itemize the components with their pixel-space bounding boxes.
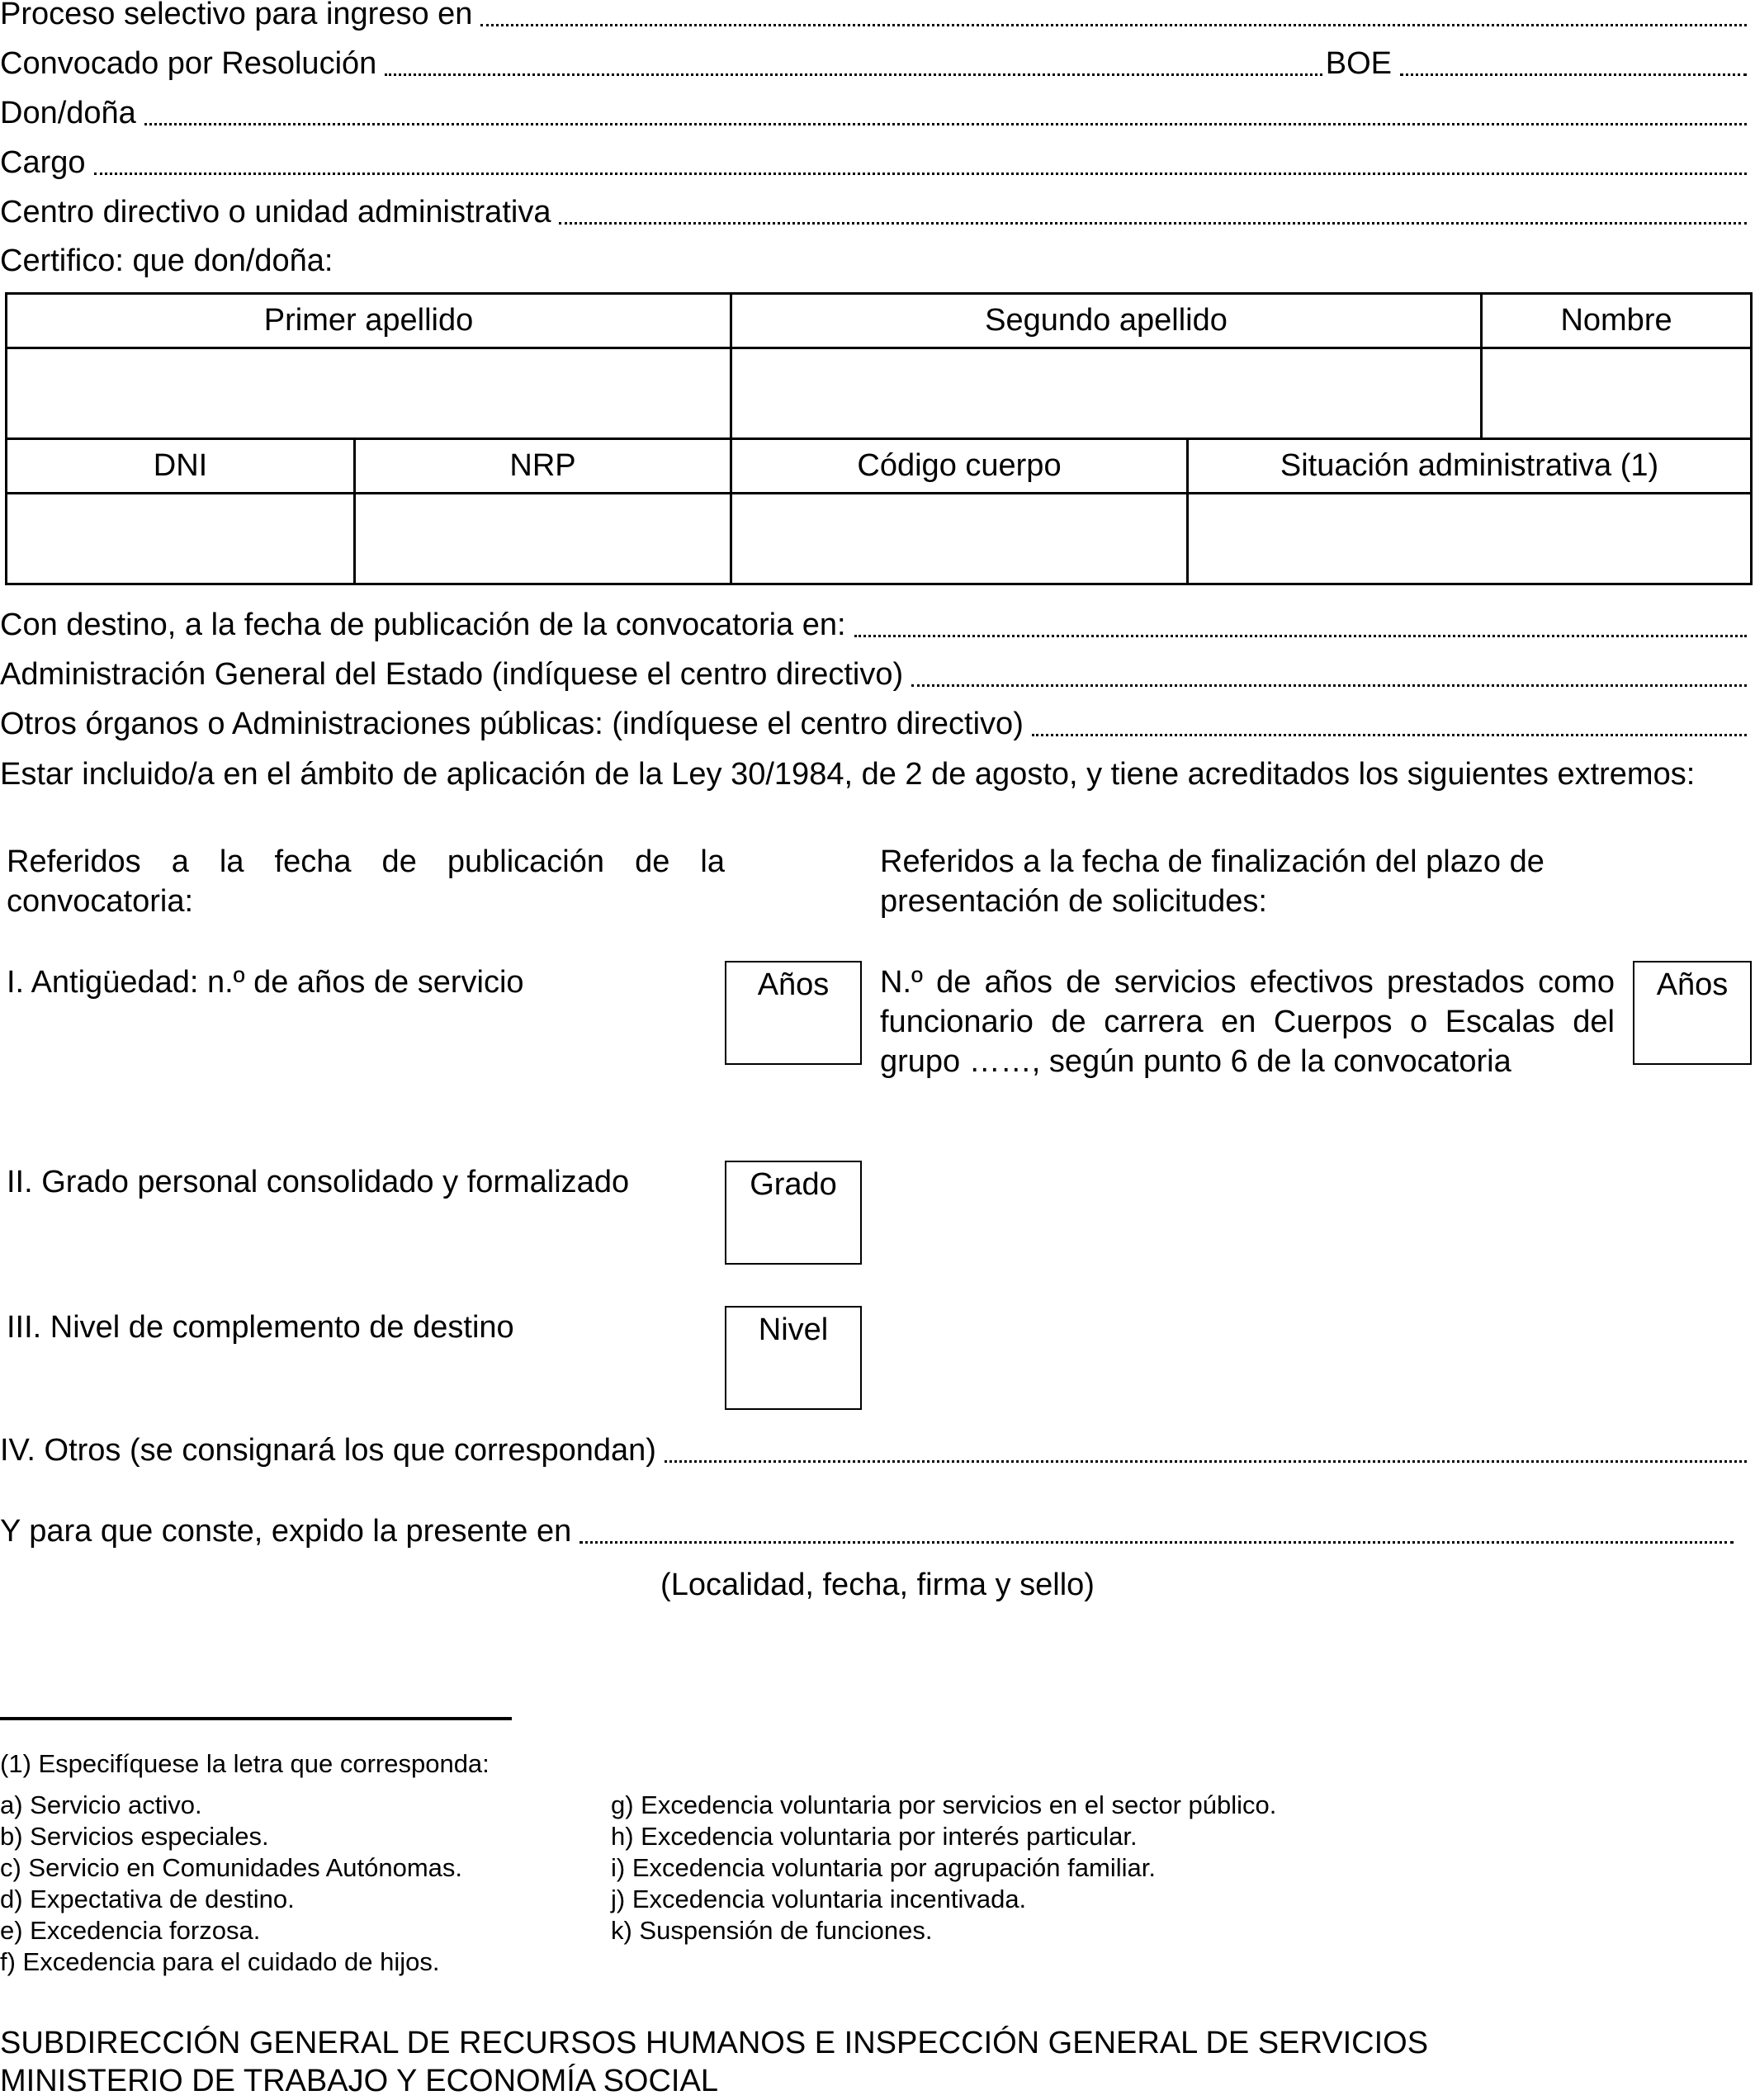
centro-fill[interactable] [559, 222, 1747, 225]
expido-label: Y para que conste, expido la presente en [0, 1514, 572, 1549]
expido-line [0, 1509, 1737, 1554]
footnote-list-left [0, 1790, 462, 1978]
primer-apellido-header: Primer apellido [7, 294, 731, 348]
footnote-list-right [611, 1790, 1276, 1946]
list-item: d) Expectativa de destino. [0, 1885, 295, 1913]
anos-label: Años [757, 967, 830, 1002]
destino-line [0, 603, 1750, 647]
otros-fill[interactable] [665, 1460, 1747, 1463]
list-item: c) Servicio en Comunidades Autónomas. [0, 1853, 463, 1882]
servicios-efectivos-box[interactable] [1633, 961, 1752, 1065]
otros-label: IV. Otros (se consignará los que correspondan) [0, 1433, 656, 1468]
otros-line [0, 1428, 1750, 1473]
certifico-text: Certifico: que don/doña: [0, 244, 333, 278]
cargo-line [0, 140, 1750, 185]
centro-line [0, 190, 1750, 234]
age-fill[interactable] [911, 684, 1747, 687]
cargo-fill[interactable] [94, 173, 1748, 175]
estar-incluido-text: Estar incluido/a en el ámbito de aplicación de la Ley 30/1984, de 2 de agosto, y tiene acreditados los siguientes extremos: [0, 757, 1696, 792]
nivel-label: III. Nivel de complemento de destino [7, 1310, 514, 1345]
codigo-cuerpo-header: Código cuerpo [731, 439, 1188, 494]
table-row [7, 494, 1752, 584]
don-label: Don/doña [0, 96, 136, 130]
primer-apellido-cell[interactable] [7, 348, 731, 439]
otros-organos-line [0, 702, 1750, 746]
dni-cell[interactable] [7, 494, 355, 584]
list-item: i) Excedencia voluntaria por agrupación familiar. [611, 1853, 1156, 1882]
convocado-label: Convocado por Resolución [0, 46, 377, 81]
grado-label: II. Grado personal consolidado y formalizado [7, 1165, 630, 1199]
proceso-line [0, 0, 1750, 36]
list-item: b) Servicios especiales. [0, 1822, 269, 1851]
right-heading: Referidos a la fecha de finalización del plazo de presentación de solicitudes: [880, 844, 1544, 919]
otros-organos-label: Otros órganos o Administraciones públicas: (indíquese el centro directivo) [0, 707, 1024, 741]
nombre-cell[interactable] [1482, 348, 1752, 439]
left-heading: Referidos a la fecha de publicación de la convocatoria: [7, 844, 725, 919]
codigo-cuerpo-cell[interactable] [731, 494, 1188, 584]
table-row [7, 294, 1752, 348]
footer-subdireccion: SUBDIRECCIÓN GENERAL DE RECURSOS HUMANOS E INSPECCIÓN GENERAL DE SERVICIOS [0, 2026, 1429, 2060]
nrp-header: NRP [355, 439, 731, 494]
situacion-header: Situación administrativa (1) [1188, 439, 1752, 494]
table-row [7, 439, 1752, 494]
footnote-divider [0, 1717, 512, 1720]
destino-label: Con destino, a la fecha de publicación de la convocatoria en: [0, 608, 846, 642]
age-label: Administración General del Estado (indíquese el centro directivo) [0, 657, 904, 692]
footer-ministerio: MINISTERIO DE TRABAJO Y ECONOMÍA SOCIAL [0, 2064, 718, 2098]
resolucion-fill[interactable] [385, 73, 1322, 76]
boe-label: BOE [1325, 46, 1392, 81]
proceso-label: Proceso selectivo para ingreso en [0, 0, 473, 31]
list-item: j) Excedencia voluntaria incentivada. [611, 1885, 1027, 1913]
list-item: e) Excedencia forzosa. [0, 1916, 261, 1945]
anos-label-right: Años [1656, 967, 1729, 1002]
antiguedad-box[interactable] [725, 961, 862, 1065]
nrp-cell[interactable] [355, 494, 731, 584]
grado-box[interactable] [725, 1161, 862, 1265]
footnote-title: (1) Especifíquese la letra que corresponda: [0, 1749, 490, 1778]
nombre-header: Nombre [1482, 294, 1752, 348]
localidad-note: (Localidad, fecha, firma y sello) [660, 1568, 1095, 1602]
list-item: g) Excedencia voluntaria por servicios en el sector público. [611, 1790, 1277, 1819]
situacion-cell[interactable] [1188, 494, 1752, 584]
otros-organos-fill[interactable] [1032, 734, 1747, 736]
age-line [0, 652, 1750, 697]
segundo-apellido-header: Segundo apellido [731, 294, 1482, 348]
identification-table-2 [5, 438, 1753, 585]
list-item: k) Suspensión de funciones. [611, 1916, 933, 1945]
proceso-fill[interactable] [480, 24, 1747, 26]
dni-header: DNI [7, 439, 355, 494]
destino-fill[interactable] [854, 635, 1747, 637]
centro-label: Centro directivo o unidad administrativa [0, 195, 551, 229]
grado-box-label: Grado [750, 1167, 837, 1202]
don-fill[interactable] [144, 123, 1747, 125]
cargo-label: Cargo [0, 145, 86, 180]
expido-fill[interactable] [579, 1541, 1734, 1544]
servicios-efectivos-text: N.º de años de servicios efectivos prestados como funcionario de carrera en Cuerpos o Escalas del grupo ……, según punto 6 de la convocatoria [880, 965, 1615, 1079]
antiguedad-label: I. Antigüedad: n.º de años de servicio [7, 965, 524, 1000]
identification-table [5, 292, 1753, 440]
boe-fill[interactable] [1400, 73, 1747, 76]
list-item: a) Servicio activo. [0, 1790, 202, 1819]
segundo-apellido-cell[interactable] [731, 348, 1482, 439]
don-line [0, 91, 1750, 135]
list-item: f) Excedencia para el cuidado de hijos. [0, 1947, 440, 1976]
nivel-box-label: Nivel [758, 1312, 829, 1347]
table-row [7, 348, 1752, 439]
convocado-line [0, 41, 1750, 86]
list-item: h) Excedencia voluntaria por interés particular. [611, 1822, 1138, 1851]
nivel-box[interactable] [725, 1306, 862, 1410]
